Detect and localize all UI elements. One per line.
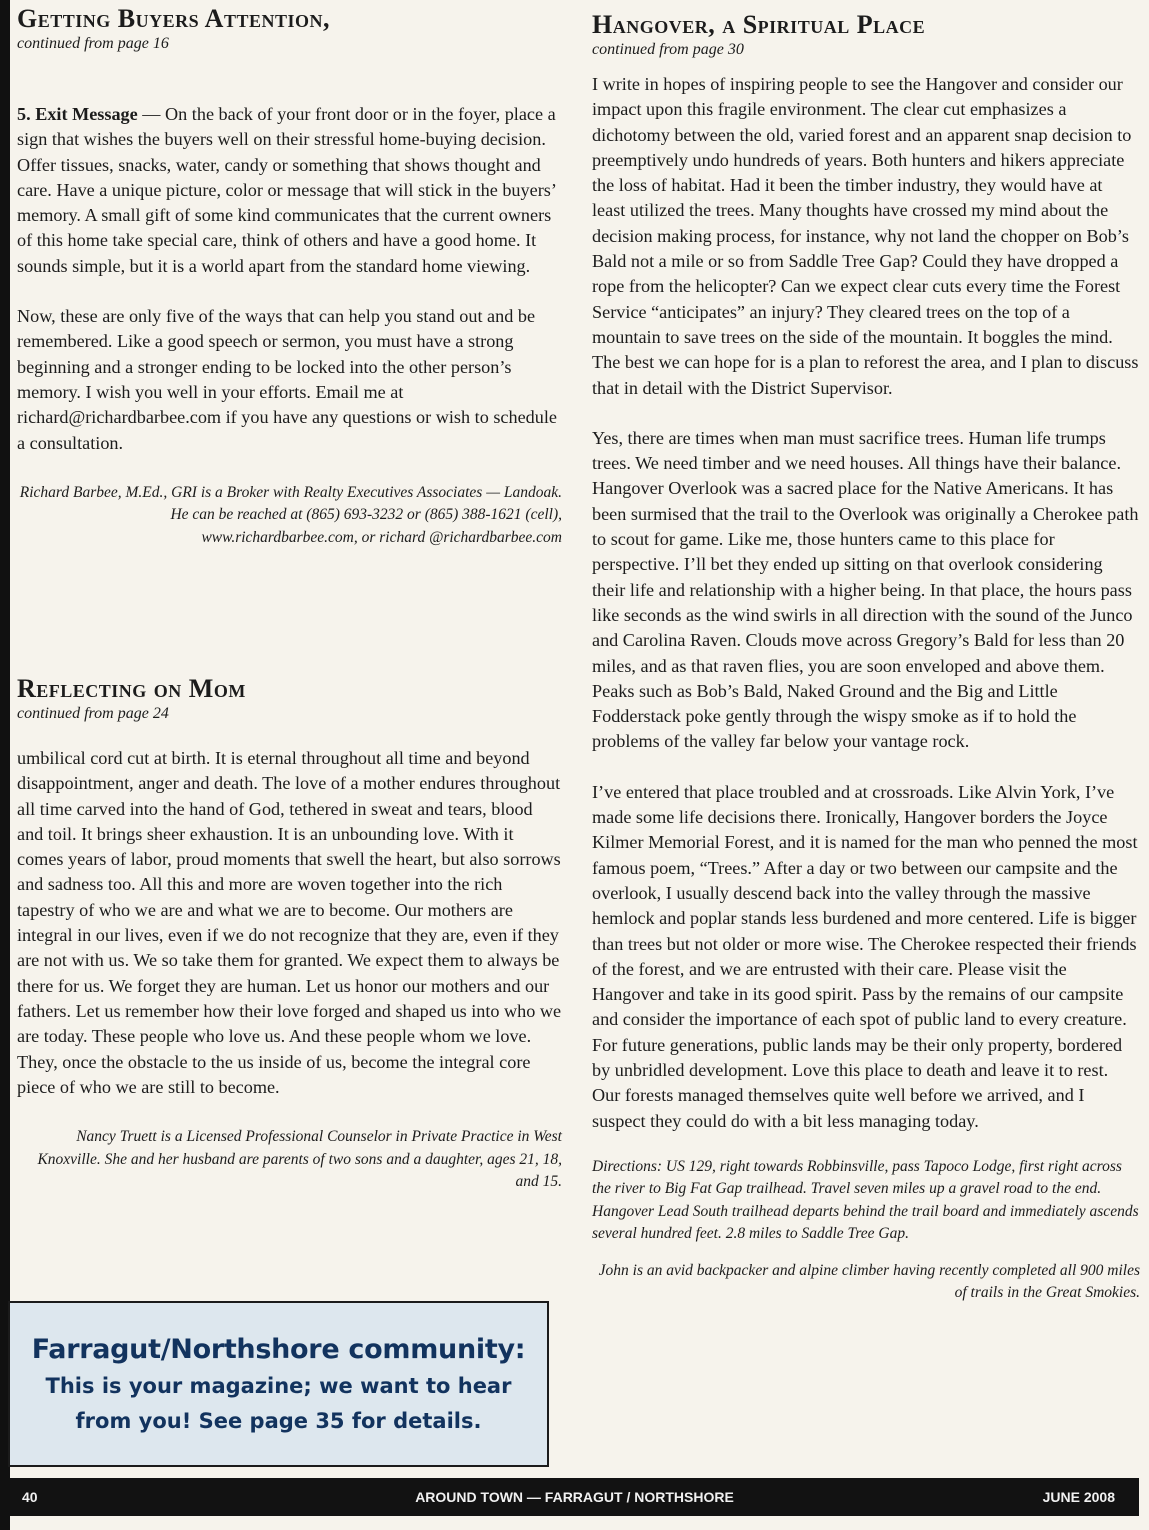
lead-label: 5. Exit Message	[17, 104, 138, 124]
article-reflecting-on-mom	[17, 674, 562, 1194]
continued-note: continued from page 24	[17, 705, 169, 722]
article-title: Getting Buyers Attention,	[17, 4, 330, 33]
article-paragraph: I write in hopes of inspiring people to see the Hangover and consider our impact upon this fragile environment. The clear cut emphasizes a dichotomy between the old, varied forest and an apparent snap decision to preemptively undo hundreds of years. Both hunters and hikers appreciate the loss of habitat. Had it been the timber industry, they would have at least utilized the trees. Many thoughts have crossed my mind about the decision making process, for instance, why not land the chopper on Bob’s Bald not a mile or so from Saddle Tree Gap? Could they have dropped a rope from the helicopter? Can we expect clear cuts every time the Forest Service “anticipates” an injury? They cleared trees on the top of a mountain to save trees on the side of the mountain. It boggles the mind. The best we can hope for is a plan to reforest the area, and I plan to discuss that in detail with the District Supervisor.	[592, 74, 1139, 398]
article-paragraph	[17, 102, 562, 279]
article-paragraph: Now, these are only five of the ways that can help you stand out and be remembered. Like a good speech or sermon, you must have a strong beginning and a stronger ending to be locked into the other person’s memory. I wish you well in your efforts. Email me at richard@richardbarbee.com if you have any questions or wish to schedule a consultation.	[17, 306, 557, 453]
right-column	[592, 10, 1140, 1305]
continued-note: continued from page 16	[17, 35, 169, 52]
promo-text-line: from you! See page 35 for details.	[75, 1409, 482, 1433]
author-byline: Richard Barbee, M.Ed., GRI is a Broker with Realty Executives Associates — Landoak. He can be reached at (865) 693-3232 or (865) 388-1621 (cell), www.richardbarbee.com, or richard @richardbarbee.com	[19, 483, 562, 546]
author-byline: Nancy Truett is a Licensed Professional Counselor in Private Practice in West Knoxville. She and her husband are parents of two sons and a daughter, ages 21, 18, and 15.	[37, 1128, 562, 1191]
article-buyers-attention	[17, 4, 562, 549]
article-title: Reflecting on Mom	[17, 674, 246, 703]
left-column	[17, 4, 562, 1191]
promo-headline: Farragut/Northshore community:	[31, 1334, 526, 1365]
community-promo-box	[8, 1301, 549, 1467]
page-number: 40	[22, 1489, 38, 1505]
continued-note: continued from page 30	[592, 41, 744, 58]
article-paragraph: Yes, there are times when man must sacrifice trees. Human life trumps trees. We need timber and we need houses. All things have their balance. Hangover Overlook was a sacred place for the Native Americans. It has been surmised that the trail to the Overlook was originally a Cherokee path to scout for game. Like me, those hunters came to this place for perspective. I’ll bet they ended up sitting on that overlook considering their life and relationship with a higher being. In that place, the hours pass like seconds as the wind swirls in all direction with the sound of the Junco and Carolina Raven. Clouds move across Gregory’s Bald for less than 20 miles, and as that raven flies, you are soon enveloped and above them. Peaks such as Bob’s Bald, Naked Ground and the Big and Little Fodderstack poke gently through the wispy smoke as if to hold the problems of the valley far below your vantage rock.	[592, 427, 1139, 752]
article-hangover	[592, 10, 1140, 1305]
paragraph-text: — On the back of your front door or in the foyer, place a sign that wishes the buyers well on their stressful home-buying decision. Offer tissues, snacks, water, candy or something that shows thought and care. Have a unique picture, color or message that will stick in the buyers’ memory. A small gift of some kind communicates that the current owners of this home take special care, think of others and have a good home. It sounds simple, but it is a world apart from the standard home viewing.	[17, 104, 556, 276]
article-title: Hangover, a Spiritual Place	[592, 10, 926, 39]
article-paragraph: umbilical cord cut at birth. It is eternal throughout all time and beyond disappointment, anger and death. The love of a mother endures throughout all time carved into the hand of God, tethered in sweat and tears, blood and toil. It brings sheer exhaustion. It is an unbounding love. With it comes years of labor, proud moments that swell the heart, but also sorrows and sadness too. All this and more are woven together into the rich tapestry of who we are and what we are to become. Our mothers are integral in our lives, even if we do not recognize that they are, even if they are not with us. We so take them for granted. We expect them to always be there for us. We forget they are human. Let us honor our mothers and our fathers. Let us remember how their love forged and shaped us into who we are today. These people who love us. And these people whom we love. They, once the obstacle to the us inside of us, become the integral core piece of who we are still to become.	[17, 748, 562, 1097]
promo-text-line: This is your magazine; we want to hear	[45, 1374, 512, 1398]
author-byline: John is an avid backpacker and alpine climber having recently completed all 900 miles of trails in the Great Smokies.	[598, 1261, 1140, 1302]
publication-title: AROUND TOWN — FARRAGUT / NORTHSHORE	[415, 1489, 734, 1505]
directions-note: Directions: US 129, right towards Robbinsville, pass Tapoco Lodge, first right across the river to Big Fat Gap trailhead. Travel seven miles up a gravel road to the end. Hangover Lead South trailhead departs behind the trail board and immediately ascends several hundred feet. 2.8 miles to Saddle Tree Gap.	[592, 1157, 1139, 1243]
issue-date: JUNE 2008	[1042, 1489, 1115, 1505]
article-paragraph: I’ve entered that place troubled and at crossroads. Like Alvin York, I’ve made some life decisions there. Ironically, Hangover borders the Joyce Kilmer Memorial Forest, and it is named for the man who penned the most famous poem, “Trees.” After a day or two between our campsite and the overlook, I usually descend back into the valley through the massive hemlock and poplar stands less burdened and more centered. Life is bigger than trees but not older or more wise. The Cherokee respected their friends of the forest, and we are entrusted with their care. Please visit the Hangover and take in its good spirit. Pass by the remains of our campsite and consider the importance of each spot of public land to every creature. For future generations, public lands may be their only property, bordered by unbridled development. Love this place to death and leave it to rest. Our forests managed themselves quite well before we arrived, and I suspect they could do with a bit less managing today.	[592, 781, 1138, 1131]
page-footer	[10, 1478, 1139, 1516]
